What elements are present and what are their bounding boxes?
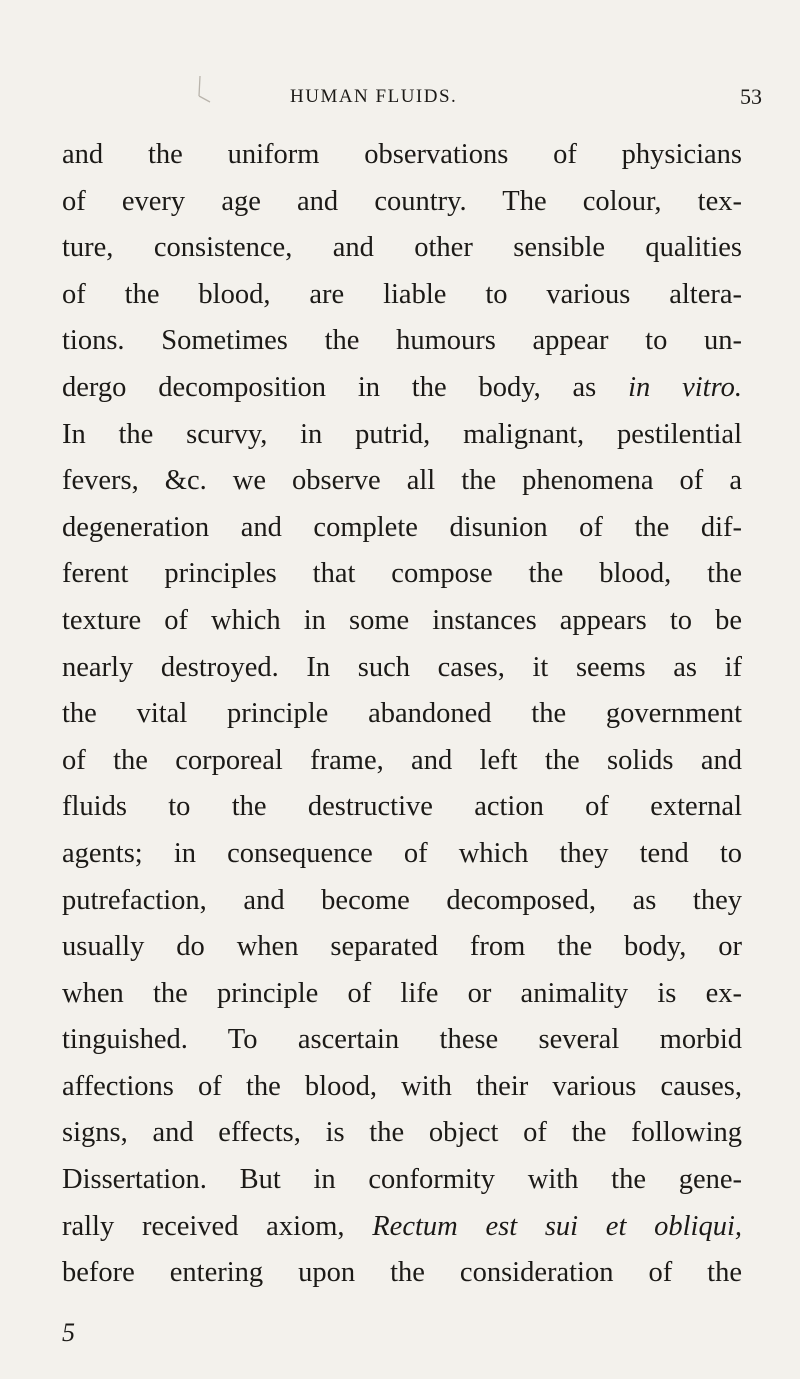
text-line: ferent principles that compose the blood, the [62,558,742,590]
text-line: Dissertation. But in conformity with the gene- [62,1164,742,1196]
running-header [290,86,600,108]
text-line: nearly destroyed. In such cases, it seems as if [62,651,742,683]
text-line: signs, and effects, is the object of the following [62,1117,742,1149]
text-line: of every age and country. The colour, tex- [62,185,742,217]
text-line: tinguished. To ascertain these several morbid [62,1024,742,1056]
text-line: when the principle of life or animality is ex- [62,977,742,1009]
body-text [62,132,742,1297]
text-line: the vital principle abandoned the government [62,698,742,730]
italic-phrase: Rectum est sui et obliqui, [372,1210,742,1242]
text-line: ture, consistence, and other sensible qualities [62,232,742,264]
text-line: texture of which in some instances appears to be [62,604,742,636]
text-line: usually do when separated from the body, or [62,931,742,963]
text-line: fluids to the destructive action of external [62,791,742,823]
text-line: agents; in consequence of which they tend to [62,837,742,869]
text-line: In the scurvy, in putrid, malignant, pestilential [62,418,742,450]
text-line: putrefaction, and become decomposed, as they [62,884,742,916]
running-title: HUMAN FLUIDS. [290,86,458,107]
text-line: degeneration and complete disunion of the dif- [62,511,742,543]
italic-phrase: in vitro. [628,371,742,403]
catchword: 5 [62,1318,75,1347]
text-line: rally received axiom, Rectum est sui et obliqui, [62,1210,742,1242]
pencil-mark-icon [196,74,212,104]
text-line: and the uniform observations of physicians [62,139,742,170]
text-line: dergo decomposition in the body, as in vitro. [62,371,742,403]
page-number: 53 [740,84,762,109]
text-line: before entering upon the consideration of the [62,1257,742,1289]
text-line: tions. Sometimes the humours appear to un- [62,325,742,357]
text-line: affections of the blood, with their various causes, [62,1070,742,1102]
text-line: fevers, &c. we observe all the phenomena of a [62,465,742,497]
text-line: of the blood, are liable to various altera- [62,278,742,310]
text-line: of the corporeal frame, and left the solids and [62,744,742,776]
